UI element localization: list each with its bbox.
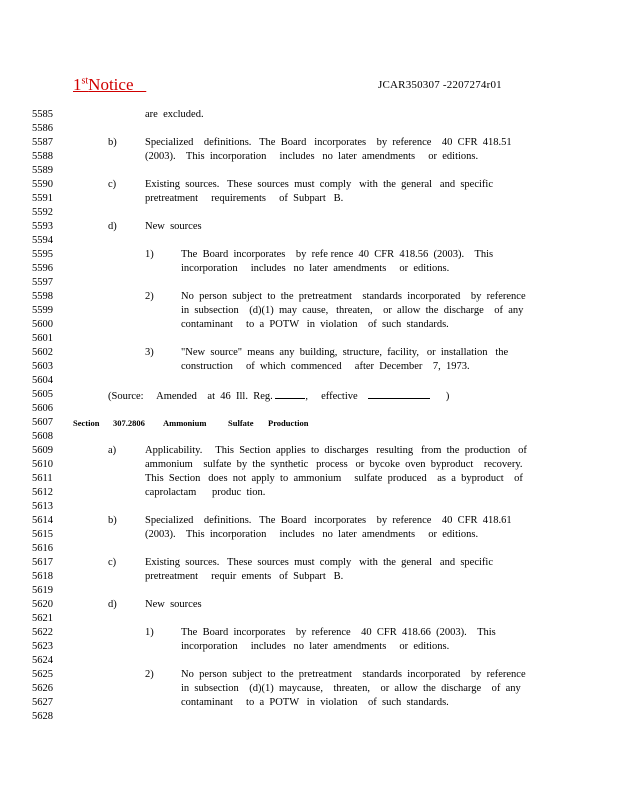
text-line: contaminant to a POTW in violation of such standards. — [181, 697, 449, 708]
notice-header — [73, 75, 146, 95]
item-label: d) — [108, 599, 117, 610]
line-number: 5599 — [32, 305, 53, 316]
line-number: 5606 — [32, 403, 53, 414]
line-number: 5615 — [32, 529, 53, 540]
text-line: Specialized definitions. The Board incorporates by reference 40 CFR 418.61 — [145, 515, 512, 526]
source-text: , effective — [305, 391, 358, 402]
text-line: ammonium sulfate by the synthetic process or bycoke oven byproduct recovery. — [145, 459, 523, 470]
text-line: New sources — [145, 221, 202, 232]
section-title-word: Production — [268, 418, 309, 428]
item-label: c) — [108, 557, 117, 568]
line-number: 5624 — [32, 655, 53, 666]
text-line: The Board incorporates by reference 40 CFR 418.66 (2003). This — [181, 627, 496, 638]
line-number: 5618 — [32, 571, 53, 582]
text-line: Specialized definitions. The Board incorporates by reference 40 CFR 418.51 — [145, 137, 512, 148]
line-number: 5591 — [32, 193, 53, 204]
line-number: 5593 — [32, 221, 53, 232]
line-number: 5627 — [32, 697, 53, 708]
register-blank — [275, 388, 305, 399]
notice-word: Notice — [88, 75, 134, 94]
notice-superscript: st — [81, 75, 89, 87]
subitem-label: 2) — [145, 669, 154, 680]
line-number: 5602 — [32, 347, 53, 358]
text-line: (2003). This incorporation includes no later amendments or editions. — [145, 529, 479, 540]
item-label: b) — [108, 515, 117, 526]
line-number: 5608 — [32, 431, 53, 442]
item-label: b) — [108, 137, 117, 148]
subitem-label: 1) — [145, 627, 154, 638]
line-number: 5588 — [32, 151, 53, 162]
document-id: JCAR350307 -2207274r01 — [378, 79, 502, 91]
source-text: ) — [445, 391, 450, 402]
line-number: 5614 — [32, 515, 53, 526]
text-line: in subsection (d)(1) may cause, threaten, or allow the discharge of any — [181, 305, 524, 316]
line-number: 5620 — [32, 599, 53, 610]
line-number: 5590 — [32, 179, 53, 190]
text-line: pretreatment requirements of Subpart B. — [145, 193, 344, 204]
line-number: 5600 — [32, 319, 53, 330]
text-line: incorporation includes no later amendments or editions. — [181, 263, 450, 274]
section-number: 307.2806 — [113, 418, 145, 428]
line-number: 5617 — [32, 557, 53, 568]
section-title-word: Ammonium — [163, 418, 207, 428]
line-number: 5623 — [32, 641, 53, 652]
text-line: in subsection (d)(1) maycause, threaten, or allow the discharge of any — [181, 683, 521, 694]
text-line: pretreatment requir ements of Subpart B. — [145, 571, 344, 582]
text-line: are excluded. — [145, 109, 204, 120]
line-number: 5604 — [32, 375, 53, 386]
subitem-label: 3) — [145, 347, 154, 358]
line-number: 5605 — [32, 389, 53, 400]
text-line: The Board incorporates by refe rence 40 CFR 418.56 (2003). This — [181, 249, 494, 260]
line-number: 5589 — [32, 165, 53, 176]
subitem-label: 1) — [145, 249, 154, 260]
text-line: No person subject to the pretreatment standards incorporated by reference — [181, 669, 526, 680]
text-line: construction of which commenced after December 7, 1973. — [181, 361, 470, 372]
text-line: This Section does not apply to ammonium sulfate produced as a byproduct of — [145, 473, 523, 484]
line-number: 5597 — [32, 277, 53, 288]
subitem-label: 2) — [145, 291, 154, 302]
text-line: contaminant to a POTW in violation of such standards. — [181, 319, 449, 330]
line-number: 5603 — [32, 361, 53, 372]
text-line: New sources — [145, 599, 202, 610]
line-number: 5601 — [32, 333, 53, 344]
line-number: 5609 — [32, 445, 53, 456]
line-number: 5619 — [32, 585, 53, 596]
line-number: 5628 — [32, 711, 53, 722]
line-number: 5592 — [32, 207, 53, 218]
text-line: No person subject to the pretreatment standards incorporated by reference — [181, 291, 526, 302]
section-title-word: Sulfate — [228, 418, 254, 428]
line-number: 5586 — [32, 123, 53, 134]
notice-number: 1 — [73, 75, 82, 94]
text-line: Applicability. This Section applies to discharges resulting from the production of — [145, 445, 527, 456]
line-number: 5613 — [32, 501, 53, 512]
section-label: Section — [73, 418, 100, 428]
text-line: caprolactam produc tion. — [145, 487, 266, 498]
text-line: Existing sources. These sources must comply with the general and specific — [145, 179, 493, 190]
item-label: a) — [108, 445, 117, 456]
text-line: (2003). This incorporation includes no later amendments or editions. — [145, 151, 479, 162]
source-text: (Source: Amended at 46 Ill. Reg. — [108, 391, 273, 402]
line-number: 5626 — [32, 683, 53, 694]
item-label: c) — [108, 179, 117, 190]
line-number: 5612 — [32, 487, 53, 498]
line-number: 5594 — [32, 235, 53, 246]
source-note — [108, 388, 449, 404]
line-number: 5607 — [32, 417, 53, 428]
line-number: 5585 — [32, 109, 53, 120]
line-number: 5598 — [32, 291, 53, 302]
line-number: 5611 — [32, 473, 53, 484]
line-number: 5610 — [32, 459, 53, 470]
line-number: 5596 — [32, 263, 53, 274]
text-line: Existing sources. These sources must comply with the general and specific — [145, 557, 493, 568]
item-label: d) — [108, 221, 117, 232]
line-number: 5616 — [32, 543, 53, 554]
line-number: 5621 — [32, 613, 53, 624]
line-number: 5625 — [32, 669, 53, 680]
line-number: 5587 — [32, 137, 53, 148]
line-number: 5622 — [32, 627, 53, 638]
text-line: "New source" means any building, structure, facility, or installation the — [181, 347, 509, 358]
effective-date-blank — [368, 388, 430, 399]
text-line: incorporation includes no later amendments or editions. — [181, 641, 450, 652]
line-number: 5595 — [32, 249, 53, 260]
